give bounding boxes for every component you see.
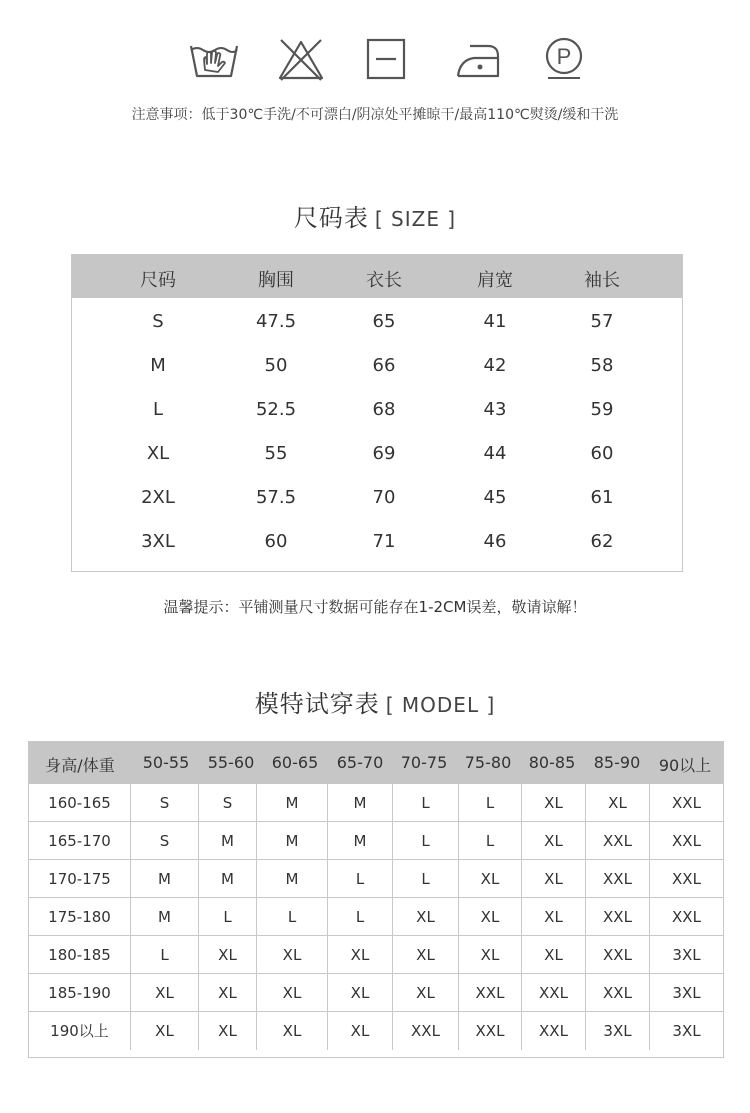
size-cell: 45 — [483, 487, 507, 508]
size-cell: 44 — [483, 443, 507, 464]
model-cell: M — [256, 860, 327, 897]
model-cell: L — [458, 784, 521, 821]
model-cell: XL — [458, 936, 521, 973]
model-header-cell: 90以上 — [658, 756, 712, 775]
model-table-header — [29, 742, 723, 784]
size-cell: 3XL — [141, 531, 175, 552]
size-cell: M — [150, 355, 166, 376]
dry-clean-letter: P — [556, 44, 572, 69]
size-table-row — [72, 431, 682, 475]
model-cell: XL — [521, 936, 585, 973]
model-cell: 175-180 — [48, 908, 111, 926]
model-cell: 160-165 — [48, 794, 111, 812]
model-cell: 170-175 — [48, 870, 111, 888]
model-cell: M — [198, 822, 256, 859]
model-cell: 165-170 — [48, 832, 111, 850]
model-cell: XL — [458, 898, 521, 935]
size-cell: 59 — [590, 399, 614, 420]
model-cell: XXL — [392, 1012, 458, 1050]
model-cell: XXL — [649, 784, 723, 821]
model-header-cell: 身高/体重 — [45, 756, 115, 775]
size-cell: 57 — [590, 311, 614, 332]
model-cell: M — [130, 898, 198, 935]
model-table-row — [29, 822, 723, 860]
model-header-cell: 80-85 — [528, 753, 576, 772]
model-cell: L — [392, 784, 458, 821]
model-cell: 185-190 — [48, 984, 111, 1002]
model-cell: XXL — [521, 974, 585, 1011]
model-cell: M — [256, 822, 327, 859]
size-cell: 58 — [590, 355, 614, 376]
size-cell: 55 — [264, 443, 288, 464]
model-cell: XXL — [649, 822, 723, 859]
model-cell: M — [327, 822, 392, 859]
model-cell: 180-185 — [48, 946, 111, 964]
model-cell: XXL — [458, 1012, 521, 1050]
model-header-cell: 65-70 — [336, 753, 384, 772]
size-cell: 60 — [590, 443, 614, 464]
model-cell: XXL — [458, 974, 521, 1011]
model-cell: XL — [130, 1012, 198, 1050]
model-cell: XL — [198, 936, 256, 973]
size-cell: 47.5 — [255, 311, 297, 332]
size-header-cell: 胸围 — [258, 270, 294, 291]
iron-icon — [452, 36, 504, 82]
model-cell: XL — [392, 898, 458, 935]
size-cell: 52.5 — [255, 399, 297, 420]
measurement-tip: 温馨提示：平铺测量尺寸数据可能存在1-2CM误差，敬请谅解！ — [163, 598, 587, 616]
model-cell: M — [130, 860, 198, 897]
model-cell: XXL — [585, 822, 649, 859]
model-cell: XXL — [585, 974, 649, 1011]
size-table-row — [72, 299, 682, 343]
size-cell: 68 — [372, 399, 396, 420]
model-cell: XL — [521, 784, 585, 821]
model-cell: XL — [585, 784, 649, 821]
model-title-cn: 模特试穿表 — [254, 690, 380, 718]
model-cell: XXL — [649, 898, 723, 935]
model-cell: XL — [256, 974, 327, 1011]
model-cell: XXL — [585, 898, 649, 935]
size-cell: 70 — [372, 487, 396, 508]
model-cell: XXL — [585, 936, 649, 973]
model-cell: L — [130, 936, 198, 973]
size-cell: 61 — [590, 487, 614, 508]
model-table-row — [29, 1012, 723, 1050]
dry-clean-icon — [538, 36, 590, 82]
size-title-cn: 尺码表 — [293, 204, 369, 232]
size-cell: 66 — [372, 355, 396, 376]
hand-wash-icon — [188, 36, 240, 82]
model-cell: XXL — [585, 860, 649, 897]
model-table-row — [29, 860, 723, 898]
size-table — [71, 254, 683, 572]
model-cell: XXL — [649, 860, 723, 897]
model-cell: L — [327, 898, 392, 935]
size-cell: 50 — [264, 355, 288, 376]
model-cell: M — [327, 784, 392, 821]
dry-flat-icon — [360, 36, 412, 82]
size-cell: S — [152, 311, 164, 332]
model-table-body — [29, 784, 723, 1058]
size-cell: 42 — [483, 355, 507, 376]
model-cell: XL — [256, 1012, 327, 1050]
model-cell: XL — [327, 1012, 392, 1050]
size-header-cell: 袖长 — [584, 270, 620, 291]
size-cell: 65 — [372, 311, 396, 332]
size-cell: 2XL — [141, 487, 175, 508]
model-cell: M — [256, 784, 327, 821]
size-cell: 62 — [590, 531, 614, 552]
size-header-cell: 尺码 — [140, 270, 176, 291]
model-cell: 190以上 — [50, 1022, 109, 1040]
model-cell: XL — [392, 936, 458, 973]
model-cell: XL — [256, 936, 327, 973]
model-cell: XL — [198, 1012, 256, 1050]
size-cell: 41 — [483, 311, 507, 332]
size-header-cell: 肩宽 — [477, 270, 513, 291]
model-header-cell: 85-90 — [593, 753, 641, 772]
model-cell: L — [458, 822, 521, 859]
model-header-cell: 70-75 — [400, 753, 448, 772]
model-cell: XL — [327, 936, 392, 973]
model-cell: 3XL — [649, 936, 723, 973]
model-cell: 3XL — [649, 1012, 723, 1050]
model-cell: L — [327, 860, 392, 897]
size-cell: L — [152, 399, 164, 420]
model-cell: M — [198, 860, 256, 897]
model-section-title — [0, 684, 750, 719]
care-instructions-text: 注意事项：低于30℃手洗/不可漂白/阴凉处平摊晾干/最高110℃熨烫/缓和干洗 — [131, 107, 619, 123]
model-cell: 3XL — [649, 974, 723, 1011]
no-bleach-icon — [275, 36, 327, 82]
model-table-row — [29, 974, 723, 1012]
size-cell: 46 — [483, 531, 507, 552]
model-header-cell: 50-55 — [142, 753, 190, 772]
model-cell: XL — [392, 974, 458, 1011]
model-table — [28, 741, 724, 1058]
model-cell: L — [392, 860, 458, 897]
model-header-cell: 75-80 — [464, 753, 512, 772]
model-cell: XL — [521, 822, 585, 859]
size-table-header — [72, 255, 682, 298]
model-header-cell: 60-65 — [271, 753, 319, 772]
model-cell: XL — [130, 974, 198, 1011]
model-cell: L — [256, 898, 327, 935]
model-cell: L — [198, 898, 256, 935]
size-cell: 57.5 — [255, 487, 297, 508]
size-title-en: [ SIZE ] — [374, 207, 457, 231]
model-cell: S — [130, 784, 198, 821]
model-cell: S — [198, 784, 256, 821]
model-cell: XXL — [521, 1012, 585, 1050]
size-table-row — [72, 475, 682, 519]
model-cell: L — [392, 822, 458, 859]
size-cell: 43 — [483, 399, 507, 420]
size-table-row — [72, 343, 682, 387]
model-cell: XL — [521, 898, 585, 935]
size-table-row — [72, 519, 682, 563]
size-table-row — [72, 387, 682, 431]
model-cell: XL — [198, 974, 256, 1011]
model-cell: XL — [327, 974, 392, 1011]
size-cell: 71 — [372, 531, 396, 552]
model-cell: 3XL — [585, 1012, 649, 1050]
model-table-row — [29, 898, 723, 936]
model-table-row — [29, 784, 723, 822]
size-section-title — [0, 198, 750, 233]
model-header-cell: 55-60 — [207, 753, 255, 772]
size-header-cell: 衣长 — [366, 270, 402, 291]
size-cell: 60 — [264, 531, 288, 552]
model-cell: XL — [521, 860, 585, 897]
size-cell: 69 — [372, 443, 396, 464]
model-cell: S — [130, 822, 198, 859]
size-cell: XL — [146, 443, 170, 464]
model-title-en: [ MODEL ] — [385, 693, 496, 717]
model-table-row — [29, 936, 723, 974]
care-icons-row — [0, 36, 750, 86]
model-cell: XL — [458, 860, 521, 897]
